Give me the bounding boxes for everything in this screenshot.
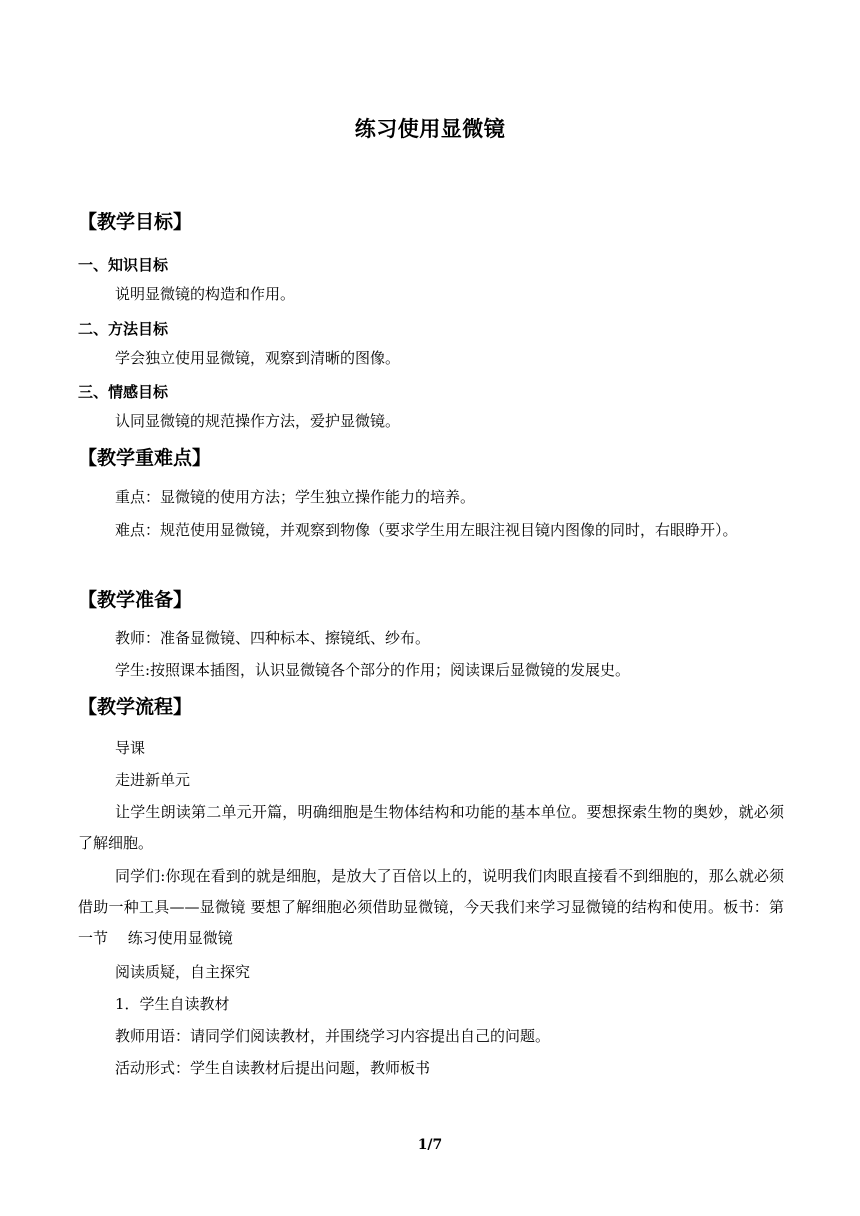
paragraph-students-cells: 同学们:你现在看到的就是细胞，是放大了百倍以上的，说明我们肉眼直接看不到细胞的，那么就必须借助一种工具——显微镜 要想了解细胞必须借助显微镜，今天我们来学习显微镜的结构和使用。板书：第一节 练习使用显微镜: [78, 867, 784, 947]
heading-preparation: 【教学准备】: [78, 589, 193, 611]
paragraph-reading-inquiry: 阅读质疑，自主探究: [115, 963, 251, 981]
paragraph-method-goal: 学会独立使用显微镜，观察到清晰的图像。: [115, 349, 401, 367]
page-number: 1/7: [417, 1137, 443, 1153]
paragraph-knowledge-goal: 说明显微镜的构造和作用。: [115, 285, 296, 303]
paragraph-teacher-words: 教师用语：请同学们阅读教材，并围绕学习内容提出自己的问题。: [115, 1027, 551, 1045]
paragraph-activity-form: 活动形式：学生自读教材后提出问题，教师板书: [115, 1059, 431, 1077]
paragraph-intro: 导课: [115, 739, 146, 757]
subheading-emotion-goal: 三、情感目标: [78, 383, 169, 401]
subheading-method-goal: 二、方法目标: [78, 320, 169, 338]
heading-teaching-process: 【教学流程】: [78, 696, 193, 718]
paragraph-difficult-point: 难点：规范使用显微镜，并观察到物像（要求学生用左眼注视目镜内图像的同时，右眼睁开）。: [115, 521, 738, 539]
paragraph-student-prep: 学生:按照课本插图，认识显微镜各个部分的作用；阅读课后显微镜的发展史。: [115, 661, 631, 679]
heading-teaching-goals: 【教学目标】: [78, 211, 193, 233]
paragraph-new-unit: 走进新单元: [115, 771, 191, 789]
paragraph-key-point: 重点：显微镜的使用方法；学生独立操作能力的培养。: [115, 488, 476, 506]
paragraph-self-reading: 1．学生自读教材: [115, 995, 230, 1013]
subheading-knowledge-goal: 一、知识目标: [78, 256, 169, 274]
paragraph-unit-reading: 让学生朗读第二单元开篇，明确细胞是生物体结构和功能的基本单位。要想探索生物的奥妙，就必须了解细胞。: [78, 803, 784, 852]
heading-key-points: 【教学重难点】: [78, 447, 212, 469]
document-title: 练习使用显微镜: [354, 117, 506, 141]
paragraph-emotion-goal: 认同显微镜的规范操作方法，爱护显微镜。: [115, 412, 401, 430]
paragraph-teacher-prep: 教师：准备显微镜、四种标本、擦镜纸、纱布。: [115, 629, 431, 647]
